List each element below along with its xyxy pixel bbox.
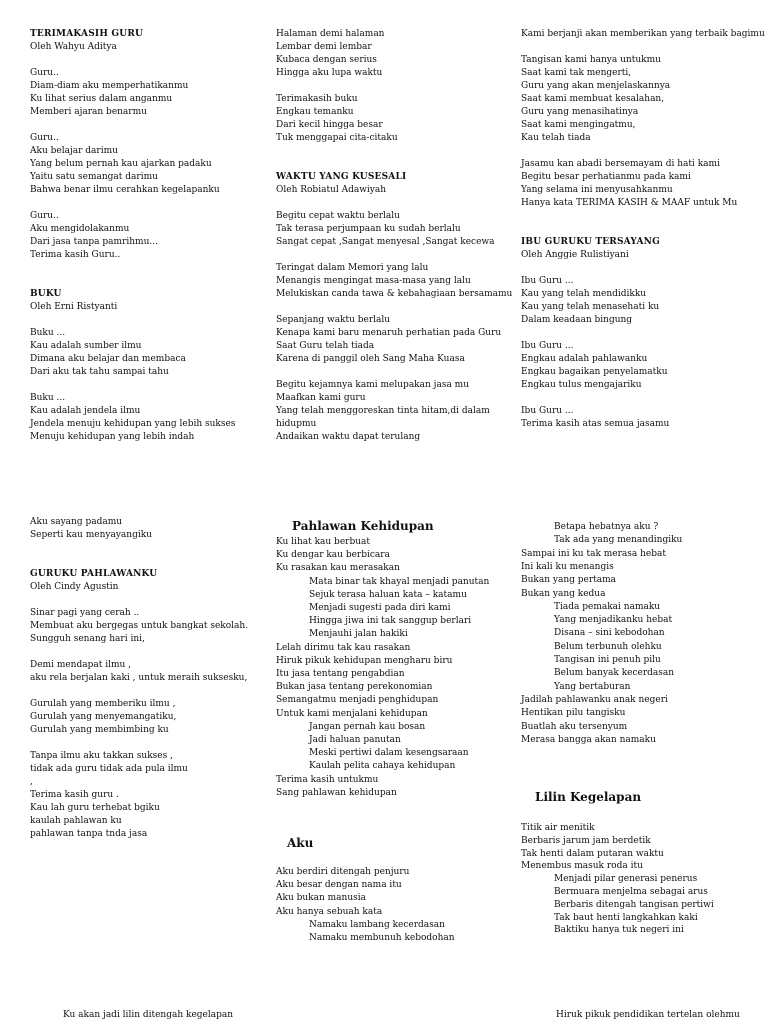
- poem-line: pahlawan tanpa tnda jasa: [30, 829, 148, 839]
- poem-line: Dimana aku belajar dan membaca: [30, 354, 186, 364]
- poem-line: Gurulah yang memberiku ilmu ,: [30, 699, 176, 709]
- poem-line: Yaitu satu semangat darimu: [30, 172, 158, 182]
- footer-left-line: Ku akan jadi lilin ditengah kegelapan: [63, 1010, 234, 1020]
- poem-line: Seperti kau menyayangiku: [30, 530, 152, 540]
- poem-line: Saat kami membuat kesalahan,: [521, 94, 665, 104]
- poem-line: Aku mengidolakanmu: [30, 224, 130, 234]
- poem-title: IBU GURUKU TERSAYANG: [521, 237, 660, 247]
- poem-line: Ibu Guru ...: [521, 406, 574, 416]
- poem-line: Semangatmu menjadi penghidupan: [276, 695, 439, 706]
- poem-line: Guru..: [30, 211, 59, 221]
- heading-lilin-kegelapan: Lilin Kegelapan: [535, 790, 642, 804]
- poem-line: Aku belajar darimu: [30, 146, 118, 156]
- poem-line: Aku sayang padamu: [30, 517, 123, 527]
- poem-line: Guru yang menasihatinya: [521, 107, 639, 117]
- poem-line: Betapa hebatnya aku ?: [554, 522, 659, 532]
- poem-line: Titik air menitik: [521, 823, 595, 833]
- poem-line: Maafkan kami guru: [276, 393, 366, 403]
- poem-line: Belum terbunuh olehku: [554, 641, 662, 652]
- poem-line: Kubaca dengan serius: [276, 55, 377, 65]
- poem-line: Sangat cepat ,Sangat menyesal ,Sangat kecewa: [276, 237, 495, 247]
- poem-line: Kami berjanji akan memberikan yang terbaik bagimu: [521, 29, 765, 39]
- poem-line: Dalam keadaan bingung: [521, 315, 633, 325]
- bottom-column-3b: [521, 822, 761, 952]
- poem-line: Terimakasih buku: [276, 94, 358, 104]
- top-column-2: [276, 28, 513, 448]
- poem-line: Menangis mengingat masa-masa yang lalu: [276, 276, 471, 286]
- poem-line: Engkau tulus mengajariku: [521, 380, 642, 390]
- poem-line: kaulah pahlawan ku: [30, 816, 122, 826]
- poem-line: Tuk menggapai cita-citaku: [276, 133, 398, 143]
- poem-line: Tanpa ilmu aku takkan sukses ,: [30, 751, 173, 761]
- poem-line: Terima kasih atas semua jasamu: [521, 419, 670, 429]
- poem-line: Diam-diam aku memperhatikanmu: [30, 81, 189, 91]
- poem-line: Bukan jasa tentang perekonomian: [276, 682, 433, 693]
- poem-line: tidak ada guru tidak ada pula ilmu: [30, 764, 188, 774]
- poem-line: Teringat dalam Memori yang lalu: [276, 263, 429, 273]
- poem-line: Berbaris jarum jam berdetik: [521, 835, 651, 846]
- poem-line: Memberi ajaran benarmu: [30, 107, 147, 117]
- poem-line: Kau yang telah mendidikku: [521, 289, 647, 299]
- poem-line: Sejuk terasa haluan kata – katamu: [309, 589, 467, 600]
- poem-line: Dari kecil hingga besar: [276, 120, 383, 130]
- poem-line: aku rela berjalan kaki , untuk meraih suksesku,: [30, 673, 248, 683]
- poem-line: Andaikan waktu dapat terulang: [276, 432, 421, 442]
- poem-line: Ku dengar kau berbicara: [276, 550, 390, 561]
- poem-line: Membuat aku bergegas untuk bangkat sekolah.: [30, 621, 249, 631]
- poem-line: Engkau bagaikan penyelamatku: [521, 367, 668, 377]
- footer-right-line: Hiruk pikuk pendidikan tertelan olehmu: [556, 1010, 740, 1020]
- poem-line: Kenapa kami baru menaruh perhatian pada Guru: [276, 328, 502, 338]
- poem-line: Untuk kami menjalani kehidupan: [276, 708, 428, 719]
- poem-line: Yang bertaburan: [554, 681, 631, 692]
- poem-line: Yang belum pernah kau ajarkan padaku: [30, 159, 212, 169]
- poem-line: Oleh Robiatul Adawiyah: [276, 185, 387, 195]
- poem-line: Gurulah yang menyemangatiku,: [30, 712, 177, 722]
- poem-line: Jadi haluan panutan: [309, 735, 401, 745]
- poem-line: Tiada pemakai namaku: [554, 601, 661, 612]
- poem-line: Hingga jiwa ini tak sanggup berlari: [309, 616, 472, 627]
- poem-line: Namaku membunuh kebodohan: [309, 933, 455, 943]
- poem-line: Menuju kehidupan yang lebih indah: [30, 432, 195, 442]
- poem-line: Tangisan ini penuh pilu: [554, 655, 661, 665]
- poem-line: Engkau adalah pahlawanku: [521, 354, 648, 364]
- top-column-3: [521, 28, 765, 448]
- poem-line: Bukan yang kedua: [521, 588, 606, 599]
- poem-line: Tak terasa perjumpaan ku sudah berlalu: [276, 224, 461, 234]
- heading-aku: Aku: [287, 836, 314, 850]
- poem-line: Kau lah guru terhebat bgiku: [30, 803, 160, 813]
- poem-line: Dari aku tak tahu sampai tahu: [30, 367, 169, 377]
- poem-line: Hentikan pilu tangisku: [521, 708, 626, 719]
- poem-line: Kau yang telah menasehati ku: [521, 302, 660, 312]
- poem-line: Sampai ini ku tak merasa hebat: [521, 548, 666, 559]
- poem-line: Tak ada yang menandingiku: [554, 535, 683, 546]
- poem-line: Ibu Guru ...: [521, 276, 574, 286]
- poem-line: Terima kasih untukmu: [276, 774, 379, 785]
- poem-line: Engkau temanku: [276, 107, 354, 117]
- heading-pahlawan-kehidupan: Pahlawan Kehidupan: [292, 519, 434, 533]
- poem-line: Lelah dirimu tak kau rasakan: [276, 642, 411, 653]
- poem-line: Baktiku hanya tuk negeri ini: [554, 925, 684, 936]
- poem-line: Begitu cepat waktu berlalu: [276, 211, 400, 221]
- poem-line: Karena di panggil oleh Sang Maha Kuasa: [276, 354, 465, 364]
- poem-line: Guru..: [30, 68, 59, 78]
- poem-line: Sepanjang waktu berlalu: [276, 315, 391, 325]
- poem-line: Belum banyak kecerdasan: [554, 668, 675, 679]
- poem-line: Aku bukan manusia: [276, 893, 366, 904]
- poem-line: Yang telah menggoreskan tinta hitam,di dalam: [276, 406, 490, 416]
- poem-line: Saat kami tak mengerti,: [521, 68, 632, 78]
- poem-line: Halaman demi halaman: [276, 29, 385, 39]
- poem-title: BUKU: [30, 289, 62, 299]
- poem-line: Mata binar tak khayal menjadi panutan: [309, 576, 490, 587]
- poem-line: Aku berdiri ditengah penjuru: [276, 867, 410, 877]
- poem-line: Tak baut henti langkahkan kaki: [554, 912, 698, 923]
- poem-line: Jendela menuju kehidupan yang lebih sukses: [30, 419, 236, 429]
- poem-line: Tangisan kami hanya untukmu: [521, 55, 661, 65]
- bottom-column-3: [521, 521, 761, 761]
- poem-line: Begitu besar perhatianmu pada kami: [521, 172, 691, 182]
- poem-title: TERIMAKASIH GURU: [30, 29, 144, 39]
- poem-line: Menjauhi jalan hakiki: [309, 629, 408, 640]
- poem-line: Kaulah pelita cahaya kehidupan: [309, 761, 456, 772]
- poem-line: Menjadi pilar generasi penerus: [554, 874, 698, 885]
- poem-line: Buatlah aku tersenyum: [521, 721, 628, 732]
- poem-line: Menembus masuk roda itu: [521, 861, 643, 872]
- poem-line: Ku rasakan kau merasakan: [276, 563, 400, 574]
- poem-line: Ku lihat kau berbuat: [276, 537, 370, 547]
- poem-line: Buku ...: [30, 328, 66, 338]
- poem-line: Jadilah pahlawanku anak negeri: [521, 694, 668, 705]
- bottom-column-2b: [276, 866, 506, 956]
- poem-line: Jasamu kan abadi bersemayam di hati kami: [521, 159, 720, 169]
- poem-line: Aku besar dengan nama itu: [276, 880, 402, 891]
- poem-line: Buku ...: [30, 393, 66, 403]
- poem-line: Bermuara menjelma sebagai arus: [554, 887, 708, 897]
- poem-line: Yang menjadikanku hebat: [554, 615, 673, 626]
- bottom-column-2: [276, 536, 506, 811]
- poem-line: Lembar demi lembar: [276, 42, 372, 52]
- poem-line: Yang selama ini menyusahkanmu: [521, 185, 673, 195]
- poem-line: Ibu Guru ...: [521, 341, 574, 351]
- poem-line: Disana – sini kebodohan: [554, 628, 665, 639]
- poem-line: Gurulah yang membimbing ku: [30, 725, 169, 735]
- poem-line: Sungguh senang hari ini,: [30, 634, 145, 644]
- poem-line: Terima kasih Guru..: [30, 250, 121, 260]
- poem-line: Kau adalah sumber ilmu: [30, 341, 142, 351]
- poem-line: Hingga aku lupa waktu: [276, 68, 383, 78]
- poem-line: Guru..: [30, 133, 59, 143]
- poem-line: Begitu kejamnya kami melupakan jasa mu: [276, 380, 469, 390]
- poem-title: GURUKU PAHLAWANKU: [30, 569, 158, 579]
- poem-line: Aku hanya sebuah kata: [276, 906, 383, 917]
- poem-line: Meski pertiwi dalam kesengsaraan: [309, 748, 469, 759]
- poem-line: Saat Guru telah tiada: [276, 341, 375, 351]
- poem-line: Namaku lambang kecerdasan: [309, 919, 445, 930]
- poem-line: Saat kami mengingatmu,: [521, 120, 636, 130]
- poem-line: Guru yang akan menjelaskannya: [521, 81, 671, 91]
- poem-line: Hiruk pikuk kehidupan mengharu biru: [276, 655, 453, 666]
- poem-line: Jangan pernah kau bosan: [309, 721, 426, 732]
- poem-line: Bahwa benar ilmu cerahkan kegelapanku: [30, 185, 220, 195]
- poem-line: Berbaris ditengah tangisan pertiwi: [554, 899, 714, 910]
- poem-line: Merasa bangga akan namaku: [521, 734, 656, 745]
- poem-line: Dari jasa tanpa pamrihmu...: [30, 237, 158, 247]
- poem-line: Oleh Erni Ristyanti: [30, 302, 118, 312]
- top-column-1: [30, 28, 250, 448]
- poem-line: Demi mendapat ilmu ,: [30, 660, 132, 670]
- poem-line: Kau adalah jendela ilmu: [30, 406, 141, 416]
- poem-line: Kau telah tiada: [521, 133, 591, 143]
- poem-line: Ku lihat serius dalam anganmu: [30, 94, 173, 104]
- poem-line: ,: [30, 777, 33, 787]
- poem-line: Oleh Cindy Agustin: [30, 582, 119, 592]
- poem-line: Sang pahlawan kehidupan: [276, 787, 397, 798]
- poem-line: Bukan yang pertama: [521, 575, 617, 586]
- poem-line: Menjadi sugesti pada diri kami: [309, 603, 451, 613]
- poem-line: Itu jasa tentang pengabdian: [276, 669, 405, 679]
- poem-line: Oleh Wahyu Aditya: [30, 42, 117, 52]
- poem-line: hidupmu: [276, 419, 317, 429]
- poem-line: Sinar pagi yang cerah ..: [30, 608, 140, 618]
- poem-line: Ini kali ku menangis: [521, 561, 614, 572]
- poem-line: Terima kasih guru .: [30, 790, 119, 800]
- poem-line: Hanya kata TERIMA KASIH & MAAF untuk Mu: [521, 198, 738, 208]
- bottom-column-1: [30, 516, 260, 846]
- poem-line: Tak henti dalam putaran waktu: [521, 848, 664, 859]
- poem-line: Oleh Anggie Rulistiyani: [521, 250, 629, 260]
- poem-title: WAKTU YANG KUSESALI: [276, 172, 407, 182]
- poem-line: Melukiskan canda tawa & kebahagiaan bersamamu: [276, 289, 513, 299]
